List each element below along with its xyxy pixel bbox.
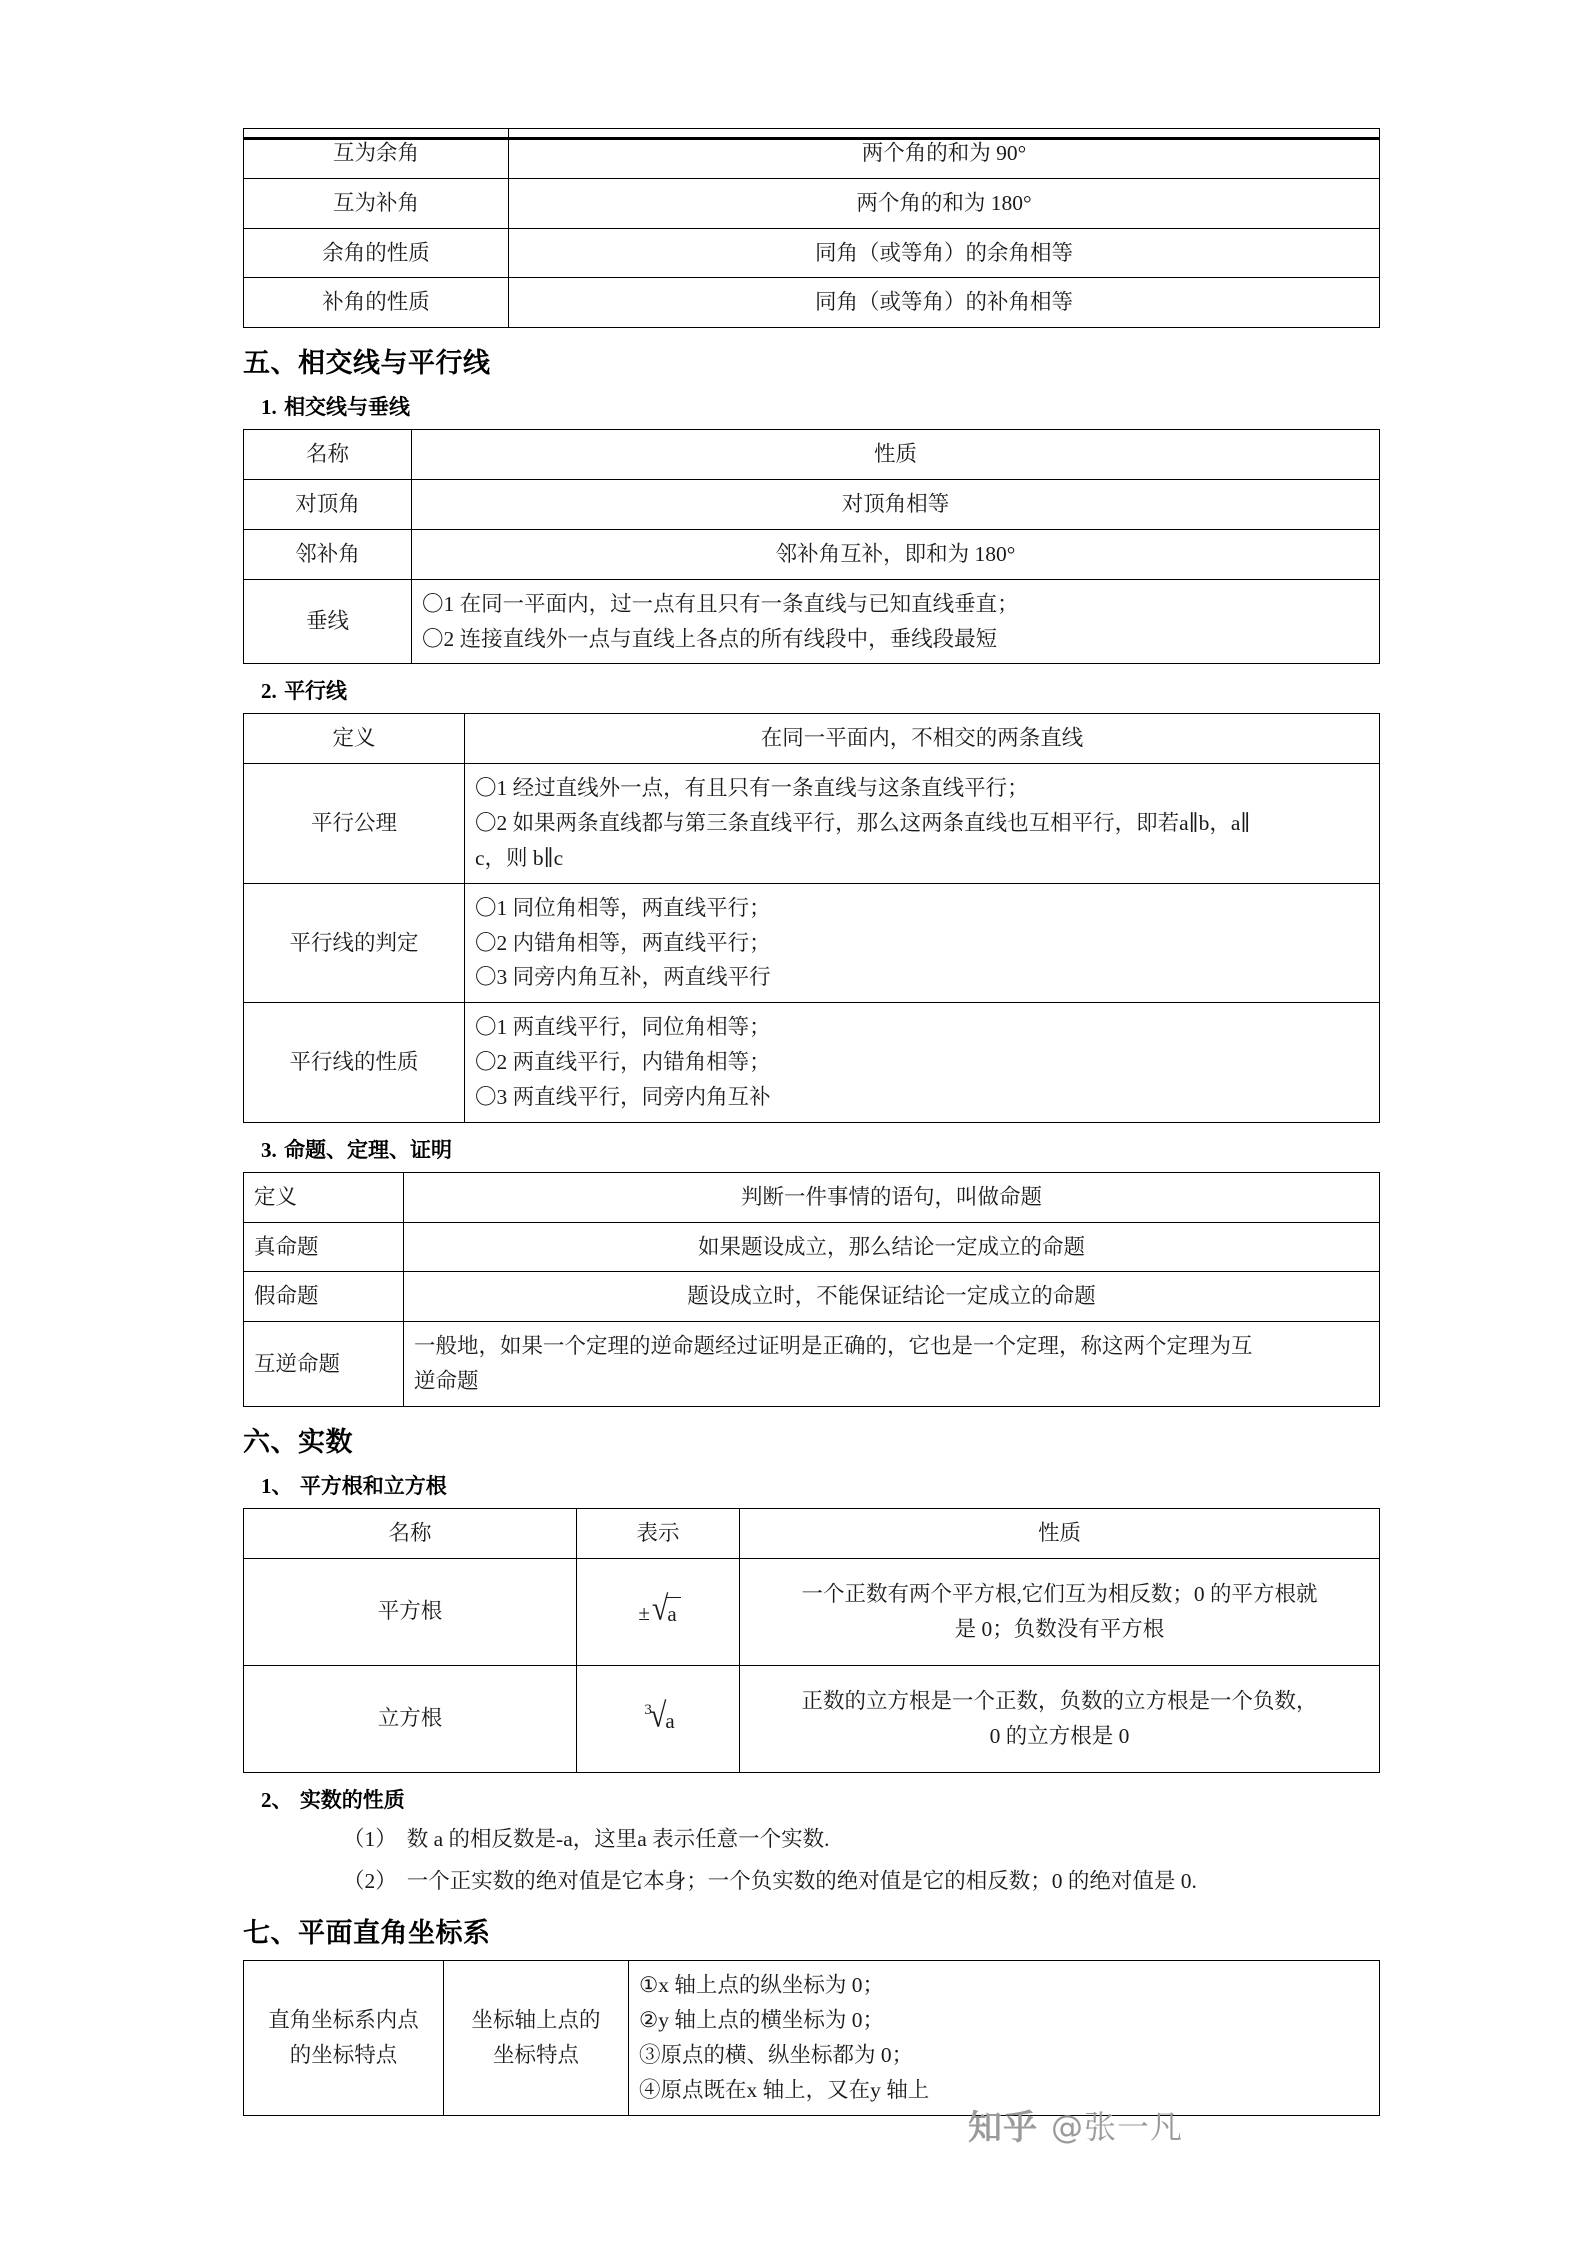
angle-property: 两个角的和为 180° (509, 178, 1380, 228)
label-line: 直角坐标系内点 (268, 2008, 419, 2033)
item-name: 定义 (244, 1172, 404, 1222)
table-row (244, 1003, 1380, 1122)
item-name: 邻补角 (244, 529, 412, 579)
real-property-item (343, 1823, 1379, 1856)
plus-minus-sign: ± (638, 1601, 650, 1626)
section-heading-six: 六、实数 (243, 1426, 353, 1458)
radicand: a (665, 1709, 675, 1734)
subsection-title: 平方根和立方根 (299, 1473, 447, 1498)
column-header-name: 名称 (244, 1508, 577, 1558)
radical-glyph: √ (649, 1696, 667, 1735)
radical-sign (650, 1589, 678, 1628)
radicand: a (667, 1602, 677, 1627)
item-name: 平方根 (244, 1558, 577, 1665)
radical-sign (648, 1696, 676, 1735)
table-row (244, 278, 1380, 328)
coord-point-feature-label (244, 1961, 444, 2115)
subsection-number: 1. (261, 395, 277, 420)
subsection-number: 1、 (261, 1473, 293, 1498)
table-row (244, 1322, 1380, 1407)
subsection-heading-real-properties (261, 1784, 1379, 1814)
zhihu-logo: 知乎 (968, 2108, 1038, 2148)
property-line: 〇1 在同一平面内，过一点有且只有一条直线与已知直线垂直； (422, 591, 1019, 616)
feature-line: ④原点既在x 轴上，又在y 轴上 (639, 2077, 930, 2102)
feature-line: ①x 轴上点的纵坐标为 0； (639, 1973, 885, 1998)
item-name: 垂线 (244, 579, 412, 664)
column-header-definition: 定义 (244, 714, 465, 764)
property-line: 正数的立方根是一个正数，负数的立方根是一个负数， (801, 1688, 1318, 1713)
label-line: 的坐标特点 (289, 2042, 398, 2067)
subsection-title: 实数的性质 (299, 1787, 405, 1812)
item-property-list (404, 1322, 1380, 1407)
coord-axis-feature-label (444, 1961, 629, 2115)
table-header-row (244, 714, 1380, 764)
subsection-title: 平行线 (284, 679, 348, 704)
table-row (244, 1961, 1380, 2115)
item-text: 一个正实数的绝对值是它本身；一个负实数的绝对值是它的相反数；0 的绝对值是 0. (406, 1869, 1197, 1894)
feature-line: ②y 轴上点的横坐标为 0； (639, 2008, 885, 2033)
table-row (244, 228, 1380, 278)
property-line: 〇3 两直线平行，同旁内角互补 (475, 1084, 771, 1109)
property-line: 逆命题 (414, 1369, 479, 1394)
table-row (244, 883, 1380, 1002)
item-property: 对顶角相等 (412, 480, 1380, 530)
item-property-list (740, 1665, 1380, 1772)
feature-line: ③原点的横、纵坐标都为 0； (639, 2042, 914, 2067)
property-line: 〇1 同位角相等，两直线平行； (475, 895, 771, 920)
column-header-property: 性质 (740, 1508, 1380, 1558)
subsection-title: 命题、定理、证明 (284, 1137, 453, 1162)
watermark (968, 2100, 1183, 2149)
table-angles (243, 128, 1380, 328)
item-property-list (412, 579, 1380, 664)
table-intersecting-lines (243, 429, 1380, 664)
property-line: c，则 b∥c (475, 845, 564, 870)
item-name: 平行线的判定 (244, 883, 465, 1002)
property-line: 〇2 连接直线外一点与直线上各点的所有线段中，垂线段最短 (422, 626, 998, 651)
property-line: 〇1 两直线平行，同位角相等； (475, 1015, 771, 1040)
cube-root-notation (577, 1665, 740, 1772)
coord-feature-list (629, 1961, 1380, 2115)
subsection-number: 2、 (261, 1787, 293, 1812)
angle-property: 两个角的和为 90° (509, 129, 1380, 179)
table-coordinate-system (243, 1960, 1380, 2115)
property-line: 〇2 如果两条直线都与第三条直线平行，那么这两条直线也互相平行，即若a∥b，a∥ (475, 811, 1251, 836)
item-label: （1） (343, 1826, 397, 1851)
radical-overbar (666, 1597, 681, 1598)
radical-expression (638, 1589, 677, 1628)
label-line: 坐标轴上点的 (471, 2008, 601, 2033)
property-line: 〇3 同旁内角互补，两直线平行 (475, 965, 771, 990)
table-proposition (243, 1172, 1380, 1407)
property-line: 〇1 经过直线外一点，有且只有一条直线与这条直线平行； (475, 776, 1029, 801)
item-property-list (465, 883, 1380, 1002)
table-roots (243, 1508, 1380, 1773)
square-root-notation (577, 1558, 740, 1665)
table-row (244, 1558, 1380, 1665)
angle-property: 同角（或等角）的补角相等 (509, 278, 1380, 328)
watermark-username: @张一凡 (1051, 2107, 1184, 2146)
column-header-property: 性质 (412, 430, 1380, 480)
table-header-row (244, 1508, 1380, 1558)
item-name: 假命题 (244, 1272, 404, 1322)
item-text: 数 a 的相反数是-a，这里a 表示任意一个实数. (406, 1826, 830, 1851)
property-line: 〇2 两直线平行，内错角相等； (475, 1050, 771, 1075)
column-header-notation: 表示 (577, 1508, 740, 1558)
property-line: 0 的立方根是 0 (989, 1723, 1130, 1748)
item-property-list (465, 1003, 1380, 1122)
item-name: 立方根 (244, 1665, 577, 1772)
definition-text: 在同一平面内，不相交的两条直线 (465, 714, 1380, 764)
item-property: 判断一件事情的语句，叫做命题 (404, 1172, 1380, 1222)
angle-property: 同角（或等角）的余角相等 (509, 228, 1380, 278)
table-row (244, 1665, 1380, 1772)
table-row (244, 529, 1380, 579)
table-row (244, 129, 1380, 179)
document-content (243, 128, 1379, 2116)
angle-name: 互为余角 (244, 129, 509, 179)
table-row (244, 579, 1380, 664)
section-heading-seven: 七、平面直角坐标系 (243, 1918, 491, 1950)
item-name: 真命题 (244, 1222, 404, 1272)
table-row (244, 1272, 1380, 1322)
property-line: 一个正数有两个平方根,它们互为相反数；0 的平方根就 (801, 1581, 1318, 1606)
table-row (244, 480, 1380, 530)
item-property: 如果题设成立，那么结论一定成立的命题 (404, 1222, 1380, 1272)
item-label: （2） (343, 1869, 397, 1894)
angle-name: 补角的性质 (244, 278, 509, 328)
real-property-item (343, 1865, 1379, 1898)
property-line: 是 0；负数没有平方根 (954, 1616, 1165, 1641)
item-name: 平行线的性质 (244, 1003, 465, 1122)
angle-name: 互为补角 (244, 178, 509, 228)
radical-glyph: √ (651, 1589, 669, 1628)
subsection-number: 3. (261, 1137, 277, 1162)
subsection-heading-intersect (261, 391, 1379, 421)
item-property-list (740, 1558, 1380, 1665)
label-line: 坐标特点 (492, 2042, 579, 2067)
table-row (244, 764, 1380, 883)
subsection-number: 2. (261, 679, 277, 704)
property-line: 一般地，如果一个定理的逆命题经过证明是正确的，它也是一个定理，称这两个定理为互 (414, 1334, 1253, 1359)
table-row (244, 178, 1380, 228)
table-row (244, 1222, 1380, 1272)
table-header-row (244, 430, 1380, 480)
item-property: 邻补角互补，即和为 180° (412, 529, 1380, 579)
property-line: 〇2 内错角相等，两直线平行； (475, 930, 771, 955)
radical-index: 3 (644, 1702, 652, 1719)
radical-expression (640, 1696, 675, 1735)
subsection-heading-parallel (261, 675, 1379, 705)
item-name: 互逆命题 (244, 1322, 404, 1407)
subsection-heading-proposition (261, 1134, 1379, 1164)
table-row (244, 1172, 1380, 1222)
item-name: 对顶角 (244, 480, 412, 530)
section-heading-five: 五、相交线与平行线 (243, 348, 491, 380)
table-parallel-lines (243, 713, 1380, 1122)
subsection-title: 相交线与垂线 (284, 395, 411, 420)
item-property: 题设成立时，不能保证结论一定成立的命题 (404, 1272, 1380, 1322)
angle-name: 余角的性质 (244, 228, 509, 278)
subsection-heading-roots (261, 1470, 1379, 1500)
item-name: 平行公理 (244, 764, 465, 883)
item-property-list (465, 764, 1380, 883)
column-header-name: 名称 (244, 430, 412, 480)
